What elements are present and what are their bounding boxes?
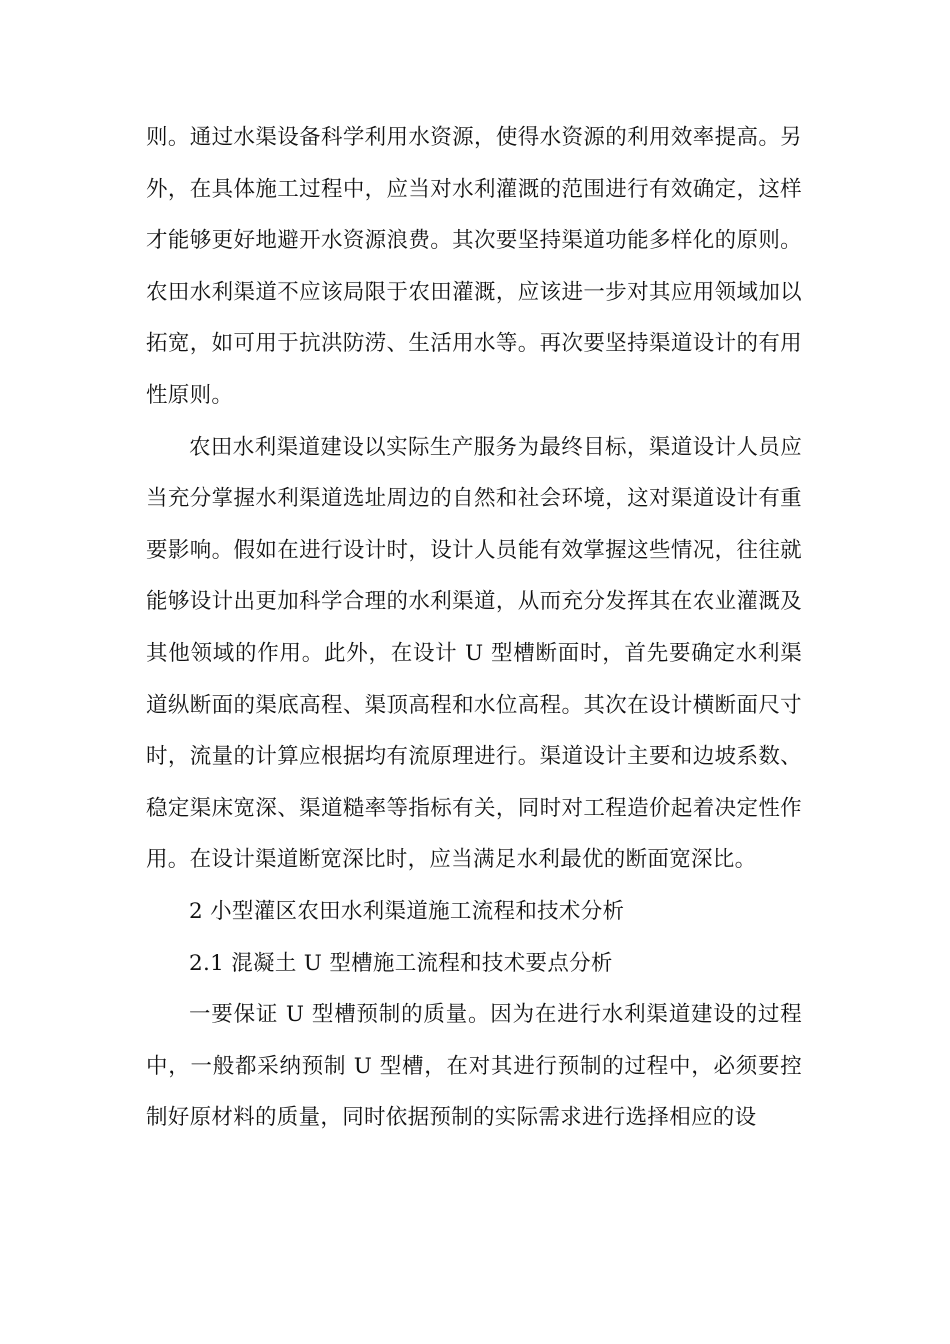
subsection-heading: 2.1 混凝土 U 型槽施工流程和技术要点分析 xyxy=(189,950,613,976)
paragraph-u-trough-quality: 一要保证 U 型槽预制的质量。因为在进行水利渠道建设的过程中，一般都采纳预制 U 型槽，在对其进行预制的过程中，必须要控制好原材料的质量，同时依据预制的实际需求进行选择相应的设 xyxy=(146,1002,802,1131)
document-body xyxy=(146,112,802,1144)
section-heading: 2 小型灌区农田水利渠道施工流程和技术分析 xyxy=(189,898,625,924)
paragraph-continued: 则。通过水渠设备科学利用水资源，使得水资源的利用效率提高。另外，在具体施工过程中，应当对水利灌溉的范围进行有效确定，这样才能够更好地避开水资源浪费。其次要坚持渠道功能多样化的原则。农田水利渠道不应该局限于农田灌溉，应该进一步对其应用领域加以拓宽，如可用于抗洪防涝、生活用水等。再次要坚持渠道设计的有用性原则。 xyxy=(146,125,802,408)
paragraph-channel-design: 农田水利渠道建设以实际生产服务为最终目标，渠道设计人员应当充分掌握水利渠道选址周边的自然和社会环境，这对渠道设计有重要影响。假如在进行设计时，设计人员能有效掌握这些情况，往往就能够设计出更加科学合理的水利渠道，从而充分发挥其在农业灌溉及其他领域的作用。此外，在设计 U 型槽断面时，首先要确定水利渠道纵断面的渠底高程、渠顶高程和水位高程。其次在设计横断面尺寸时，流量的计算应根据均有流原理进行。渠道设计主要和边坡系数、稳定渠床宽深、渠道糙率等指标有关，同时对工程造价起着决定性作用。在设计渠道断宽深比时，应当满足水利最优的断面宽深比。 xyxy=(146,434,802,873)
